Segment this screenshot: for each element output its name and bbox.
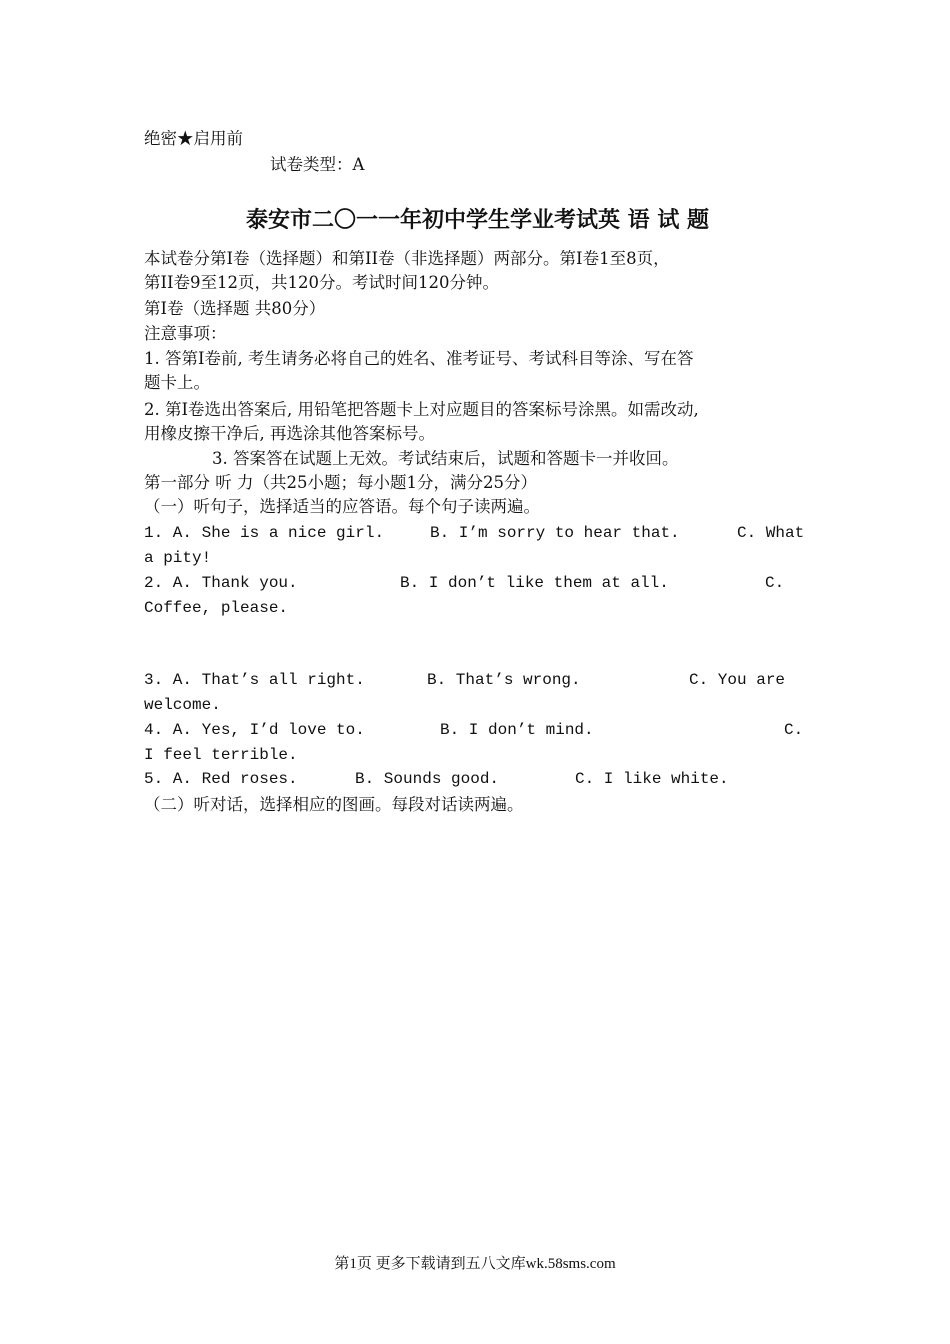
paper-type-label: 试卷类型：A [270,155,365,174]
q2-option-a: 2. A. Thank you. [144,574,298,592]
note-3: 3. 答案答在试题上无效。考试结束后，试题和答题卡一并收回。 [212,449,679,468]
note-1-line-2: 题卡上。 [144,373,210,392]
question-1 [144,521,814,545]
section-heading: 第Ⅰ卷（选择题 共80分） [144,299,326,318]
q5-option-b: B. Sounds good. [355,770,500,788]
q1-option-a: 1. A. She is a nice girl. [144,524,385,542]
q1-option-b: B. I’m sorry to hear that. [430,524,680,542]
notes-heading: 注意事项： [144,324,227,343]
q2-option-b: B. I don’t like them at all. [400,574,669,592]
q3-option-b: B. That’s wrong. [427,671,581,689]
q3-option-c: C. You are [689,671,786,689]
q2-option-c: C. [765,574,785,592]
q4-option-a: 4. A. Yes, I’d love to. [144,721,365,739]
q1-option-c: C. What [737,524,805,542]
question-4 [144,718,814,742]
page-footer: 第1页 更多下载请到五八文库wk.58sms.com [334,1256,616,1272]
note-2-line-1: 2. 第Ⅰ卷选出答案后, 用铅笔把答题卡上对应题目的答案标号涂黑。如需改动, [144,400,699,419]
q3-wrap: welcome. [144,696,221,714]
q4-option-b: B. I don’t mind. [440,721,594,739]
confidential-label: 绝密★启用前 [144,129,243,148]
q5-option-c: C. I like white. [575,770,729,788]
part1-heading: 第一部分 听 力（共25小题；每小题1分，满分25分） [144,473,537,492]
part1-sub1: （一）听句子，选择适当的应答语。每个句子读两遍。 [144,497,540,516]
intro-line-1: 本试卷分第Ⅰ卷（选择题）和第II卷（非选择题）两部分。第Ⅰ卷1至8页， [144,249,670,268]
note-1-line-1: 1. 答第Ⅰ卷前, 考生请务必将自己的姓名、准考证号、考试科目等涂、写在答 [144,349,694,368]
q4-wrap: I feel terrible. [144,746,298,764]
question-2 [144,571,814,595]
q3-option-a: 3. A. That’s all right. [144,671,365,689]
question-5 [144,767,814,791]
note-2-line-2: 用橡皮擦干净后, 再选涂其他答案标号。 [144,424,435,443]
intro-line-2: 第II卷9至12页，共120分。考试时间120分钟。 [144,273,500,292]
question-3 [144,668,814,692]
exam-title: 泰安市二〇一一年初中学生学业考试英 语 试 题 [246,207,709,233]
q5-option-a: 5. A. Red roses. [144,770,298,788]
q4-option-c: C. [784,721,804,739]
part1-sub2: （二）听对话，选择相应的图画。每段对话读两遍。 [144,795,524,814]
q2-wrap: Coffee, please. [144,599,289,617]
q1-wrap: a pity! [144,549,212,567]
